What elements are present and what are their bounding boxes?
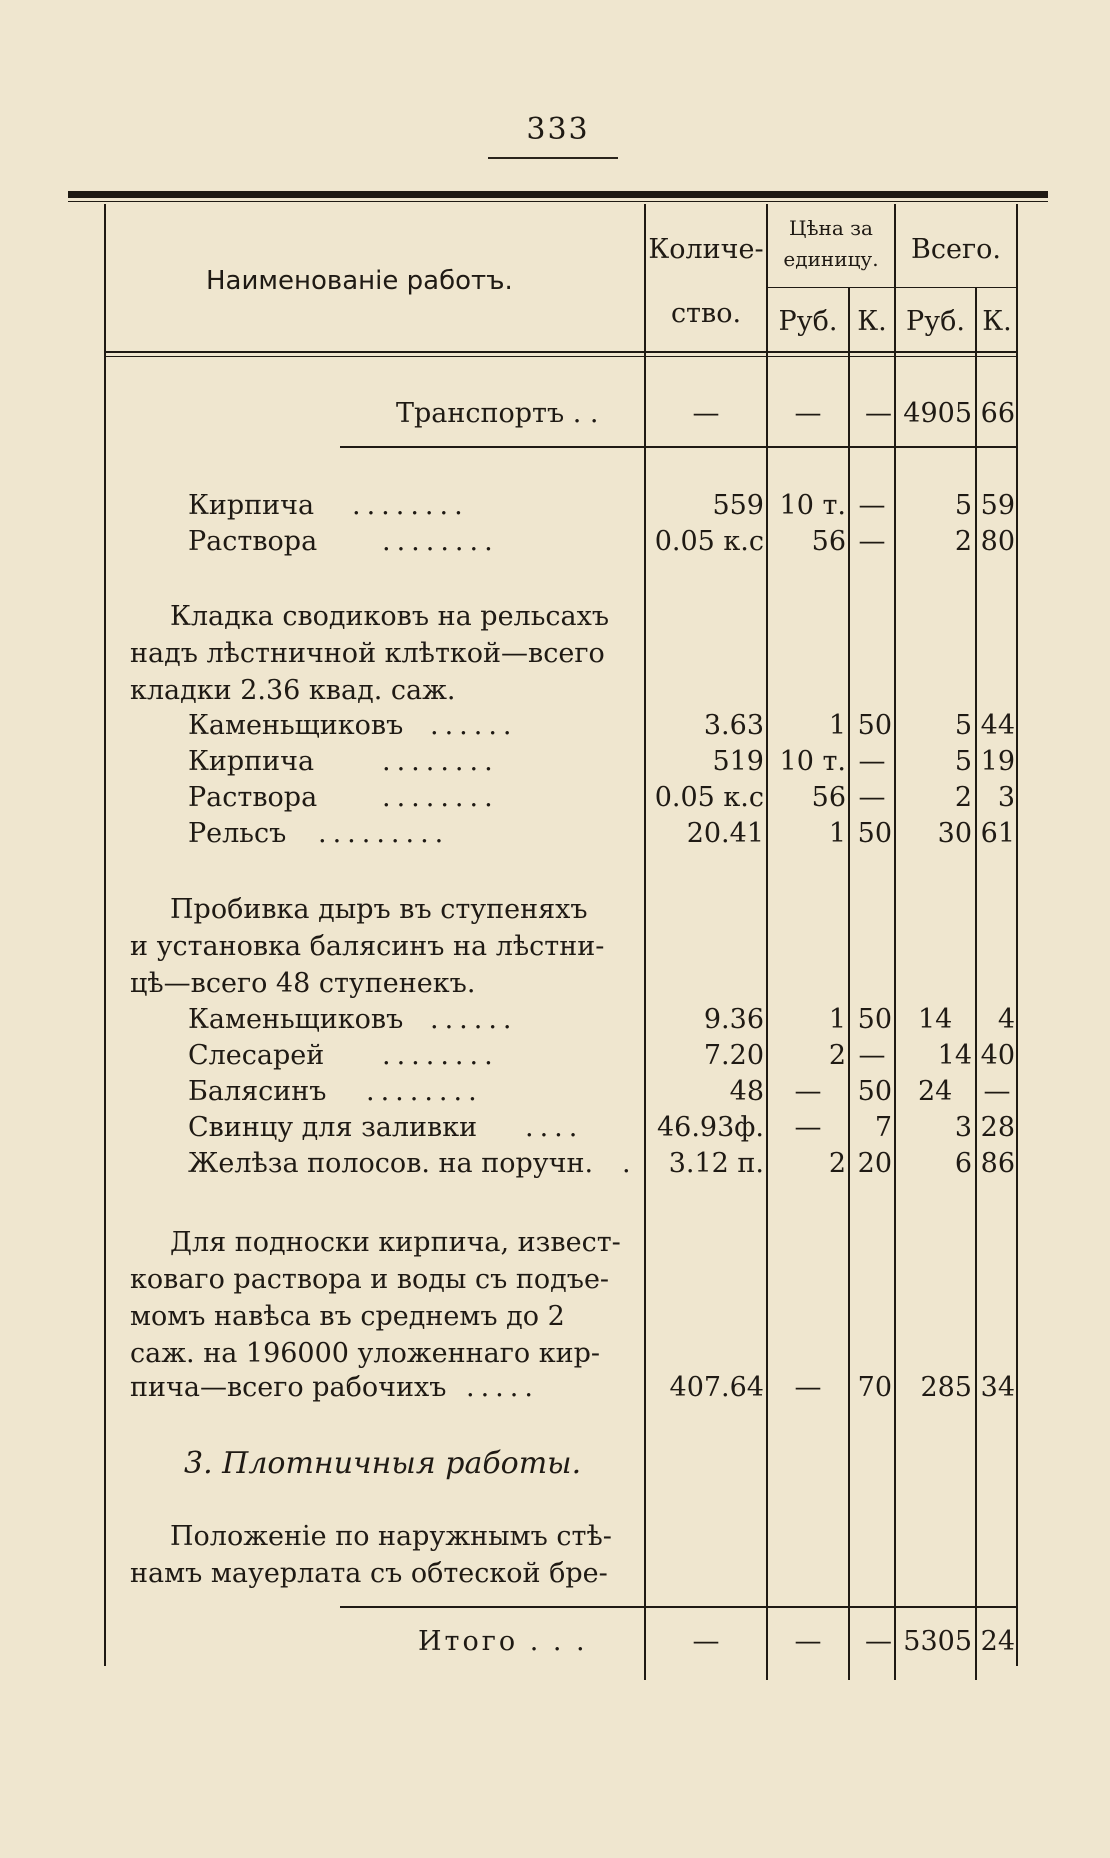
row-a2-price-rub: 56 <box>811 526 846 557</box>
transport-price-rub: — <box>794 398 822 429</box>
section-e-line-1: Положеніе по наружнымъ стѣ- <box>170 1521 612 1552</box>
row-c4-name: Свинцу для заливки <box>188 1112 478 1143</box>
section-d-last-qty: 407.64 <box>669 1372 764 1403</box>
row-c5-price-kop: 20 <box>857 1148 892 1179</box>
section-c-line-3: цѣ—всего 48 ступенекъ. <box>130 968 476 999</box>
transport-underline <box>340 446 1018 448</box>
row-c2-total-kop: 40 <box>980 1040 1015 1071</box>
section-c-line-1: Пробивка дыръ въ ступеняхъ <box>170 894 588 925</box>
row-c5-qty: 3.12 п. <box>668 1148 764 1179</box>
row-c2-price-rub: 2 <box>828 1040 846 1071</box>
section-d-line-1: Для подноски кирпича, извест- <box>170 1227 621 1258</box>
section-d-line-2: коваго раствора и воды съ подъе- <box>130 1264 610 1295</box>
row-b1-price-kop: 50 <box>857 710 892 741</box>
row-b2-name: Кирпича <box>188 746 315 777</box>
row-c1-total-rub: 14 <box>918 1004 953 1035</box>
header-qty-bottom: ство. <box>670 298 742 329</box>
header-total-rub: Руб. <box>906 306 965 337</box>
row-b2-price-kop: — <box>858 746 886 777</box>
row-c4-price-rub: — <box>794 1112 822 1143</box>
row-c3-name: Балясинъ <box>188 1076 327 1107</box>
row-b3-name: Раствора <box>188 782 318 813</box>
section-c-line-2: и установка балясинъ на лѣстни- <box>130 931 605 962</box>
row-b3-price-rub: 56 <box>811 782 846 813</box>
row-b1-total-rub: 5 <box>954 710 972 741</box>
row-a1-price-kop: — <box>858 490 886 521</box>
row-c3-price-rub: — <box>794 1076 822 1107</box>
row-c2-qty: 7.20 <box>703 1040 764 1071</box>
row-a1-dots: ........ <box>352 490 469 521</box>
row-c3-dots: ........ <box>366 1076 483 1107</box>
header-bottom-rule-2 <box>104 356 1018 357</box>
row-a2-price-kop: — <box>858 526 886 557</box>
section-b-line-2: надъ лѣстничной клѣткой—всего <box>130 638 605 669</box>
row-c3-total-rub: 24 <box>918 1076 953 1107</box>
row-b2-qty: 519 <box>712 746 764 777</box>
total-overline <box>340 1606 1018 1608</box>
header-price-rub: Руб. <box>778 306 838 337</box>
row-c5-name: Желѣза полосов. на поручн. <box>188 1148 594 1179</box>
row-c2-name: Слесарей <box>188 1040 325 1071</box>
row-c2-dots: ........ <box>382 1040 499 1071</box>
section-d-last-name: пича—всего рабочихъ <box>130 1372 447 1403</box>
transport-price-kop: — <box>865 398 892 429</box>
section-d-line-4: саж. на 196000 уложеннаго кир- <box>130 1338 601 1369</box>
transport-total-rub: 4905 <box>903 398 972 429</box>
transport-total-kop: 66 <box>980 398 1015 429</box>
header-qty-top: Количе- <box>648 234 764 265</box>
header-price-kop: К. <box>857 306 887 337</box>
section-d-last-price-rub: — <box>794 1372 822 1403</box>
table-right-border <box>1016 204 1018 1666</box>
total-label: Итого . . . <box>418 1626 588 1657</box>
row-c4-qty: 46.93ф. <box>656 1112 764 1143</box>
transport-qty: — <box>692 398 720 429</box>
price-header-split <box>768 287 1016 288</box>
table-top-rule <box>68 191 1048 198</box>
row-b3-total-rub: 2 <box>954 782 972 813</box>
table-left-border <box>104 204 106 1666</box>
row-b1-dots: ...... <box>430 710 518 741</box>
row-b1-qty: 3.63 <box>703 710 764 741</box>
row-a2-name: Раствора <box>188 526 318 557</box>
row-b1-price-rub: 1 <box>828 710 846 741</box>
row-c1-total-kop: 4 <box>997 1004 1015 1035</box>
row-c1-price-rub: 1 <box>828 1004 846 1035</box>
row-c1-price-kop: 50 <box>857 1004 892 1035</box>
page-number-rule <box>488 157 618 159</box>
total-qty: — <box>692 1626 720 1657</box>
row-b4-name: Рельсъ <box>188 818 287 849</box>
row-b1-total-kop: 44 <box>980 710 1015 741</box>
section-d-last-total-rub: 285 <box>920 1372 972 1403</box>
transport-label: Транспортъ . . <box>396 398 599 429</box>
row-c4-price-kop: 7 <box>874 1112 892 1143</box>
section-d-last-price-kop: 70 <box>857 1372 892 1403</box>
row-a1-price-rub: 10 т. <box>779 490 846 521</box>
row-a2-qty: 0.05 к.с <box>654 526 764 557</box>
total-price-kop: — <box>865 1626 892 1657</box>
row-b3-total-kop: 3 <box>997 782 1015 813</box>
row-b4-price-kop: 50 <box>857 818 892 849</box>
row-a1-name: Кирпича <box>188 490 315 521</box>
section-e-line-2: намъ мауерлата съ обтеской бре- <box>130 1558 608 1589</box>
row-a1-qty: 559 <box>712 490 764 521</box>
row-b3-price-kop: — <box>858 782 886 813</box>
row-c1-qty: 9.36 <box>703 1004 764 1035</box>
row-b4-price-rub: 1 <box>828 818 846 849</box>
row-b2-price-rub: 10 т. <box>779 746 846 777</box>
section-d-last-total-kop: 34 <box>980 1372 1015 1403</box>
header-price-top2: единицу. <box>783 247 879 271</box>
row-c1-name: Каменьщиковъ <box>188 1004 404 1035</box>
row-c1-dots: ...... <box>430 1004 518 1035</box>
table-top-thin-rule <box>68 201 1048 202</box>
header-total-top: Всего. <box>911 234 1001 265</box>
total-total-kop: 24 <box>980 1626 1015 1657</box>
row-c5-dots: . <box>622 1148 637 1179</box>
page-number: 333 <box>526 112 590 147</box>
section-b-line-1: Кладка сводиковъ на рельсахъ <box>170 601 610 632</box>
row-b3-dots: ........ <box>382 782 499 813</box>
header-total-kop: К. <box>982 306 1012 337</box>
total-total-rub: 5305 <box>903 1626 972 1657</box>
row-a2-total-rub: 2 <box>954 526 972 557</box>
row-b4-qty: 20.41 <box>686 818 764 849</box>
row-b2-dots: ........ <box>382 746 499 777</box>
row-b4-total-kop: 61 <box>980 818 1015 849</box>
row-c4-dots: .... <box>525 1112 584 1143</box>
row-c3-total-kop: — <box>983 1076 1011 1107</box>
section-b-line-3: кладки 2.36 квад. саж. <box>130 675 456 706</box>
row-a1-total-rub: 5 <box>954 490 972 521</box>
row-c5-total-rub: 6 <box>954 1148 972 1179</box>
header-name-col: Наименованіе работъ. <box>206 266 513 296</box>
total-price-rub: — <box>794 1626 822 1657</box>
row-c4-total-rub: 3 <box>954 1112 972 1143</box>
row-c3-qty: 48 <box>729 1076 764 1107</box>
row-a1-total-kop: 59 <box>980 490 1015 521</box>
row-c2-total-rub: 14 <box>937 1040 972 1071</box>
section-d-last-dots: ..... <box>466 1372 539 1403</box>
row-b4-total-rub: 30 <box>937 818 972 849</box>
row-c4-total-kop: 28 <box>980 1112 1015 1143</box>
row-c5-price-rub: 2 <box>828 1148 846 1179</box>
row-c5-total-kop: 86 <box>980 1148 1015 1179</box>
header-price-top1: Цѣна за <box>789 216 873 240</box>
row-a2-total-kop: 80 <box>980 526 1015 557</box>
section-e-heading: 3. Плотничныя работы. <box>184 1446 582 1481</box>
row-b1-name: Каменьщиковъ <box>188 710 404 741</box>
section-d-line-3: момъ навѣса въ среднемъ до 2 <box>130 1301 565 1332</box>
row-b2-total-rub: 5 <box>954 746 972 777</box>
row-c3-price-kop: 50 <box>857 1076 892 1107</box>
row-c2-price-kop: — <box>858 1040 886 1071</box>
row-a2-dots: ........ <box>382 526 499 557</box>
row-b3-qty: 0.05 к.с <box>654 782 764 813</box>
header-bottom-rule <box>104 351 1018 353</box>
row-b2-total-kop: 19 <box>980 746 1015 777</box>
row-b4-dots: ......... <box>318 818 450 849</box>
